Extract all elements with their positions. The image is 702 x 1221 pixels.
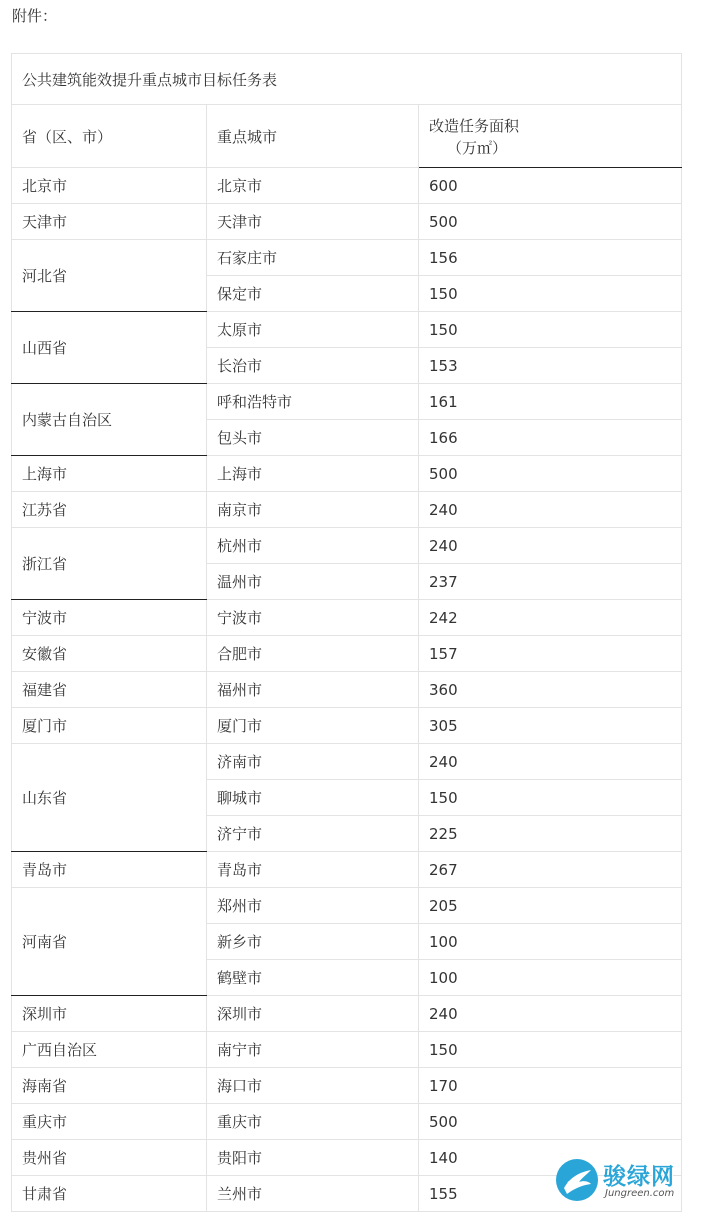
province-cell: 海南省	[12, 1068, 207, 1104]
city-cell: 鹤壁市	[207, 960, 419, 996]
city-cell: 保定市	[207, 276, 419, 312]
area-cell: 155	[419, 1176, 682, 1212]
city-cell: 新乡市	[207, 924, 419, 960]
province-cell: 河南省	[12, 888, 207, 996]
province-cell: 天津市	[12, 204, 207, 240]
province-cell: 江苏省	[12, 492, 207, 528]
header-area-unit: （万㎡）	[447, 139, 508, 157]
city-cell: 聊城市	[207, 780, 419, 816]
city-cell: 青岛市	[207, 852, 419, 888]
city-cell: 深圳市	[207, 996, 419, 1032]
area-cell: 305	[419, 708, 682, 744]
city-cell: 呼和浩特市	[207, 384, 419, 420]
jungreen-logo-icon	[555, 1158, 599, 1202]
table-row	[12, 1032, 682, 1068]
province-cell: 深圳市	[12, 996, 207, 1032]
table-row	[12, 384, 682, 420]
province-cell: 山东省	[12, 744, 207, 852]
watermark-text: 骏绿网	[603, 1164, 675, 1190]
area-cell: 161	[419, 384, 682, 420]
table-row	[12, 852, 682, 888]
province-cell: 甘肃省	[12, 1176, 207, 1212]
province-cell: 浙江省	[12, 528, 207, 600]
city-cell: 杭州市	[207, 528, 419, 564]
table-row	[12, 492, 682, 528]
header-area-line1: 改造任务面积	[429, 117, 520, 135]
header-city: 重点城市	[207, 105, 419, 168]
province-cell: 安徽省	[12, 636, 207, 672]
area-cell: 500	[419, 204, 682, 240]
area-cell: 150	[419, 276, 682, 312]
province-cell: 福建省	[12, 672, 207, 708]
province-cell: 厦门市	[12, 708, 207, 744]
area-cell: 225	[419, 816, 682, 852]
city-cell: 济宁市	[207, 816, 419, 852]
area-cell: 240	[419, 528, 682, 564]
table-title-row	[12, 54, 682, 105]
watermark	[555, 1158, 695, 1208]
area-cell: 153	[419, 348, 682, 384]
area-cell: 240	[419, 996, 682, 1032]
province-cell: 重庆市	[12, 1104, 207, 1140]
area-cell: 150	[419, 780, 682, 816]
table-row	[12, 528, 682, 564]
city-cell: 包头市	[207, 420, 419, 456]
area-cell: 600	[419, 168, 682, 204]
city-cell: 海口市	[207, 1068, 419, 1104]
table-row	[12, 168, 682, 204]
area-cell: 360	[419, 672, 682, 708]
table-header-row	[12, 105, 682, 168]
attachment-label: 附件：	[12, 7, 58, 25]
area-cell: 156	[419, 240, 682, 276]
area-cell: 150	[419, 1032, 682, 1068]
city-cell: 南宁市	[207, 1032, 419, 1068]
province-cell: 北京市	[12, 168, 207, 204]
table-row	[12, 240, 682, 276]
province-cell: 河北省	[12, 240, 207, 312]
province-cell: 山西省	[12, 312, 207, 384]
city-cell: 上海市	[207, 456, 419, 492]
province-cell: 宁波市	[12, 600, 207, 636]
table-row	[12, 996, 682, 1032]
table-row	[12, 600, 682, 636]
province-cell: 上海市	[12, 456, 207, 492]
city-cell: 贵阳市	[207, 1140, 419, 1176]
city-cell: 温州市	[207, 564, 419, 600]
area-cell: 240	[419, 492, 682, 528]
city-cell: 石家庄市	[207, 240, 419, 276]
table-row	[12, 888, 682, 924]
city-cell: 重庆市	[207, 1104, 419, 1140]
area-cell: 150	[419, 312, 682, 348]
area-cell: 242	[419, 600, 682, 636]
table-row	[12, 744, 682, 780]
table-row	[12, 312, 682, 348]
area-cell: 500	[419, 456, 682, 492]
city-cell: 长治市	[207, 348, 419, 384]
target-task-table	[11, 53, 682, 1212]
table-row	[12, 708, 682, 744]
province-cell: 广西自治区	[12, 1032, 207, 1068]
area-cell: 205	[419, 888, 682, 924]
city-cell: 郑州市	[207, 888, 419, 924]
city-cell: 厦门市	[207, 708, 419, 744]
province-cell: 青岛市	[12, 852, 207, 888]
area-cell: 166	[419, 420, 682, 456]
watermark-url: Jungreen.com	[605, 1188, 675, 1199]
table-row	[12, 636, 682, 672]
area-cell: 500	[419, 1104, 682, 1140]
city-cell: 兰州市	[207, 1176, 419, 1212]
city-cell: 天津市	[207, 204, 419, 240]
area-cell: 267	[419, 852, 682, 888]
table-row	[12, 1068, 682, 1104]
table-row	[12, 456, 682, 492]
area-cell: 157	[419, 636, 682, 672]
area-cell: 100	[419, 960, 682, 996]
city-cell: 南京市	[207, 492, 419, 528]
area-cell: 237	[419, 564, 682, 600]
city-cell: 济南市	[207, 744, 419, 780]
area-cell: 100	[419, 924, 682, 960]
city-cell: 福州市	[207, 672, 419, 708]
table-row	[12, 1104, 682, 1140]
province-cell: 贵州省	[12, 1140, 207, 1176]
table-row	[12, 204, 682, 240]
city-cell: 北京市	[207, 168, 419, 204]
province-cell: 内蒙古自治区	[12, 384, 207, 456]
area-cell: 240	[419, 744, 682, 780]
area-cell: 170	[419, 1068, 682, 1104]
city-cell: 合肥市	[207, 636, 419, 672]
table-row	[12, 672, 682, 708]
city-cell: 宁波市	[207, 600, 419, 636]
area-cell: 140	[419, 1140, 682, 1176]
city-cell: 太原市	[207, 312, 419, 348]
table-title: 公共建筑能效提升重点城市目标任务表	[12, 54, 682, 105]
header-province: 省（区、市）	[12, 105, 207, 168]
header-area	[419, 105, 682, 168]
